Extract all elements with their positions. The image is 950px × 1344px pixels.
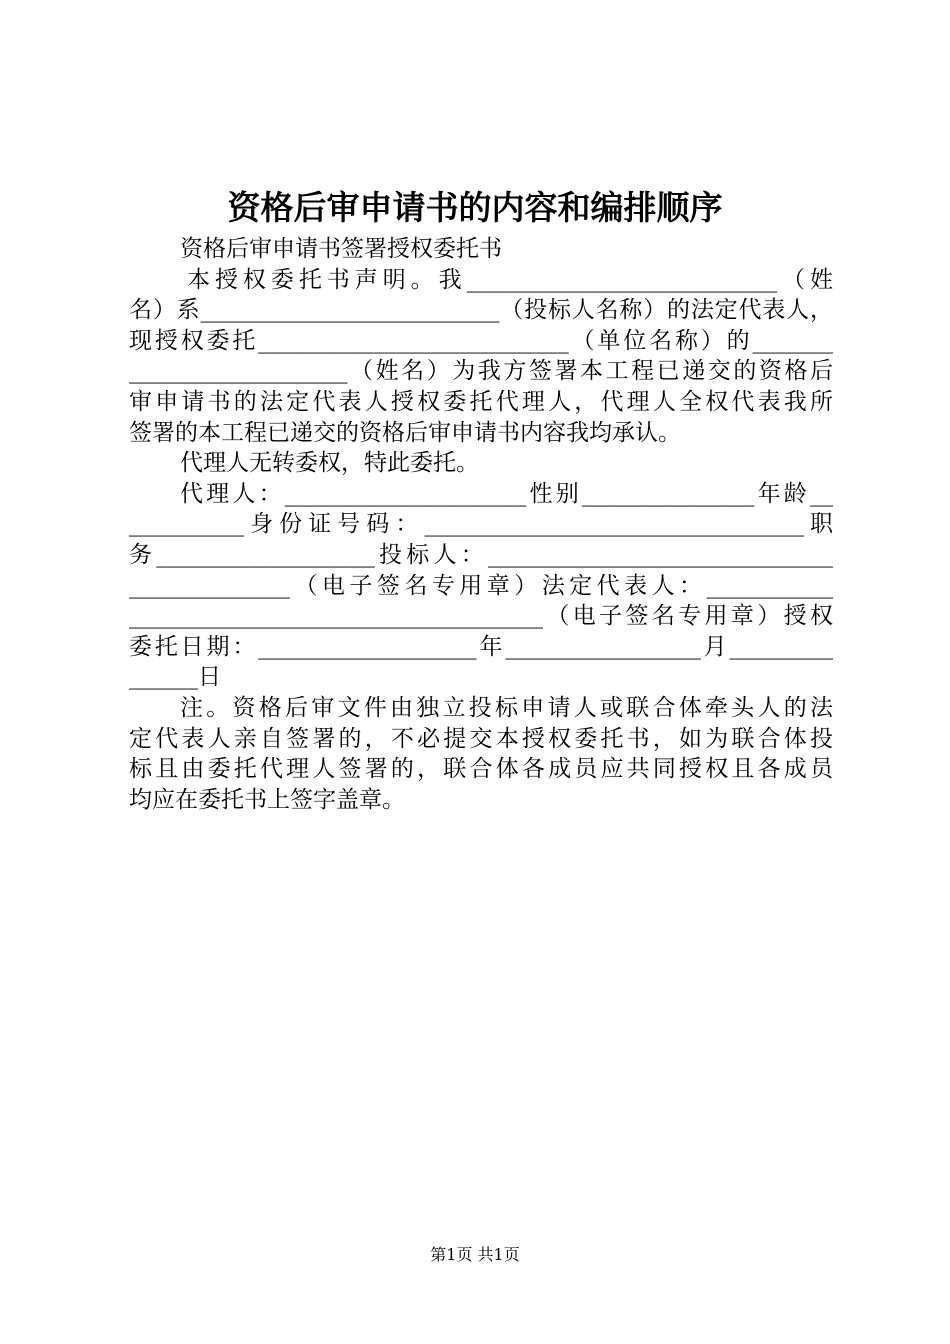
text-line: 现授权委托___________________________（单位名称）的_______ [129,327,833,354]
text-line: 审申请书的法定代表人授权委托代理人，代理人全权代表我所 [129,388,833,415]
text-line: 委托日期：___________________年_________________月_________ [129,633,833,660]
text-line: ______日 [129,664,221,691]
page-footer: 第1页 共1页 [430,1245,520,1264]
note-line: 均应在委托书上签字盖章。 [129,786,405,813]
text-line: 名）系__________________________（投标人名称）的法定代表人， [129,297,833,324]
note-line: 标且由委托代理人签署的，联合体各成员应共同授权且各成员 [129,756,833,783]
text-line: 代理人无转委权，特此委托。 [180,450,479,477]
subtitle-line: 资格后审申请书签署授权委托书 [180,236,502,262]
text-line: __________身份证号码：_________________________________职 [129,511,833,538]
note-line: 定代表人亲自签署的，不必提交本授权委托书，如为联合体投 [129,725,833,752]
text-line: ___________________（姓名）为我方签署本工程已递交的资格后 [129,358,833,385]
text-line: 签署的本工程已递交的资格后审申请书内容我均承认。 [129,419,681,446]
note-line: 注。资格后审文件由独立投标申请人或联合体牵头人的法 [180,694,833,721]
document-body [129,234,833,815]
text-line: 本授权委托书声明。我___________________________（姓 [187,266,833,293]
text-line: ____________________________________（电子签名专用章）授权 [129,603,833,630]
text-line: 务___________________投标人：______________________________ [129,541,833,568]
document-title: 资格后审申请书的内容和编排顺序 [227,188,723,227]
text-line: 代理人：_____________________性别_______________年龄__ [180,480,833,507]
text-line: ______________（电子签名专用章）法定代表人：___________ [129,572,833,599]
